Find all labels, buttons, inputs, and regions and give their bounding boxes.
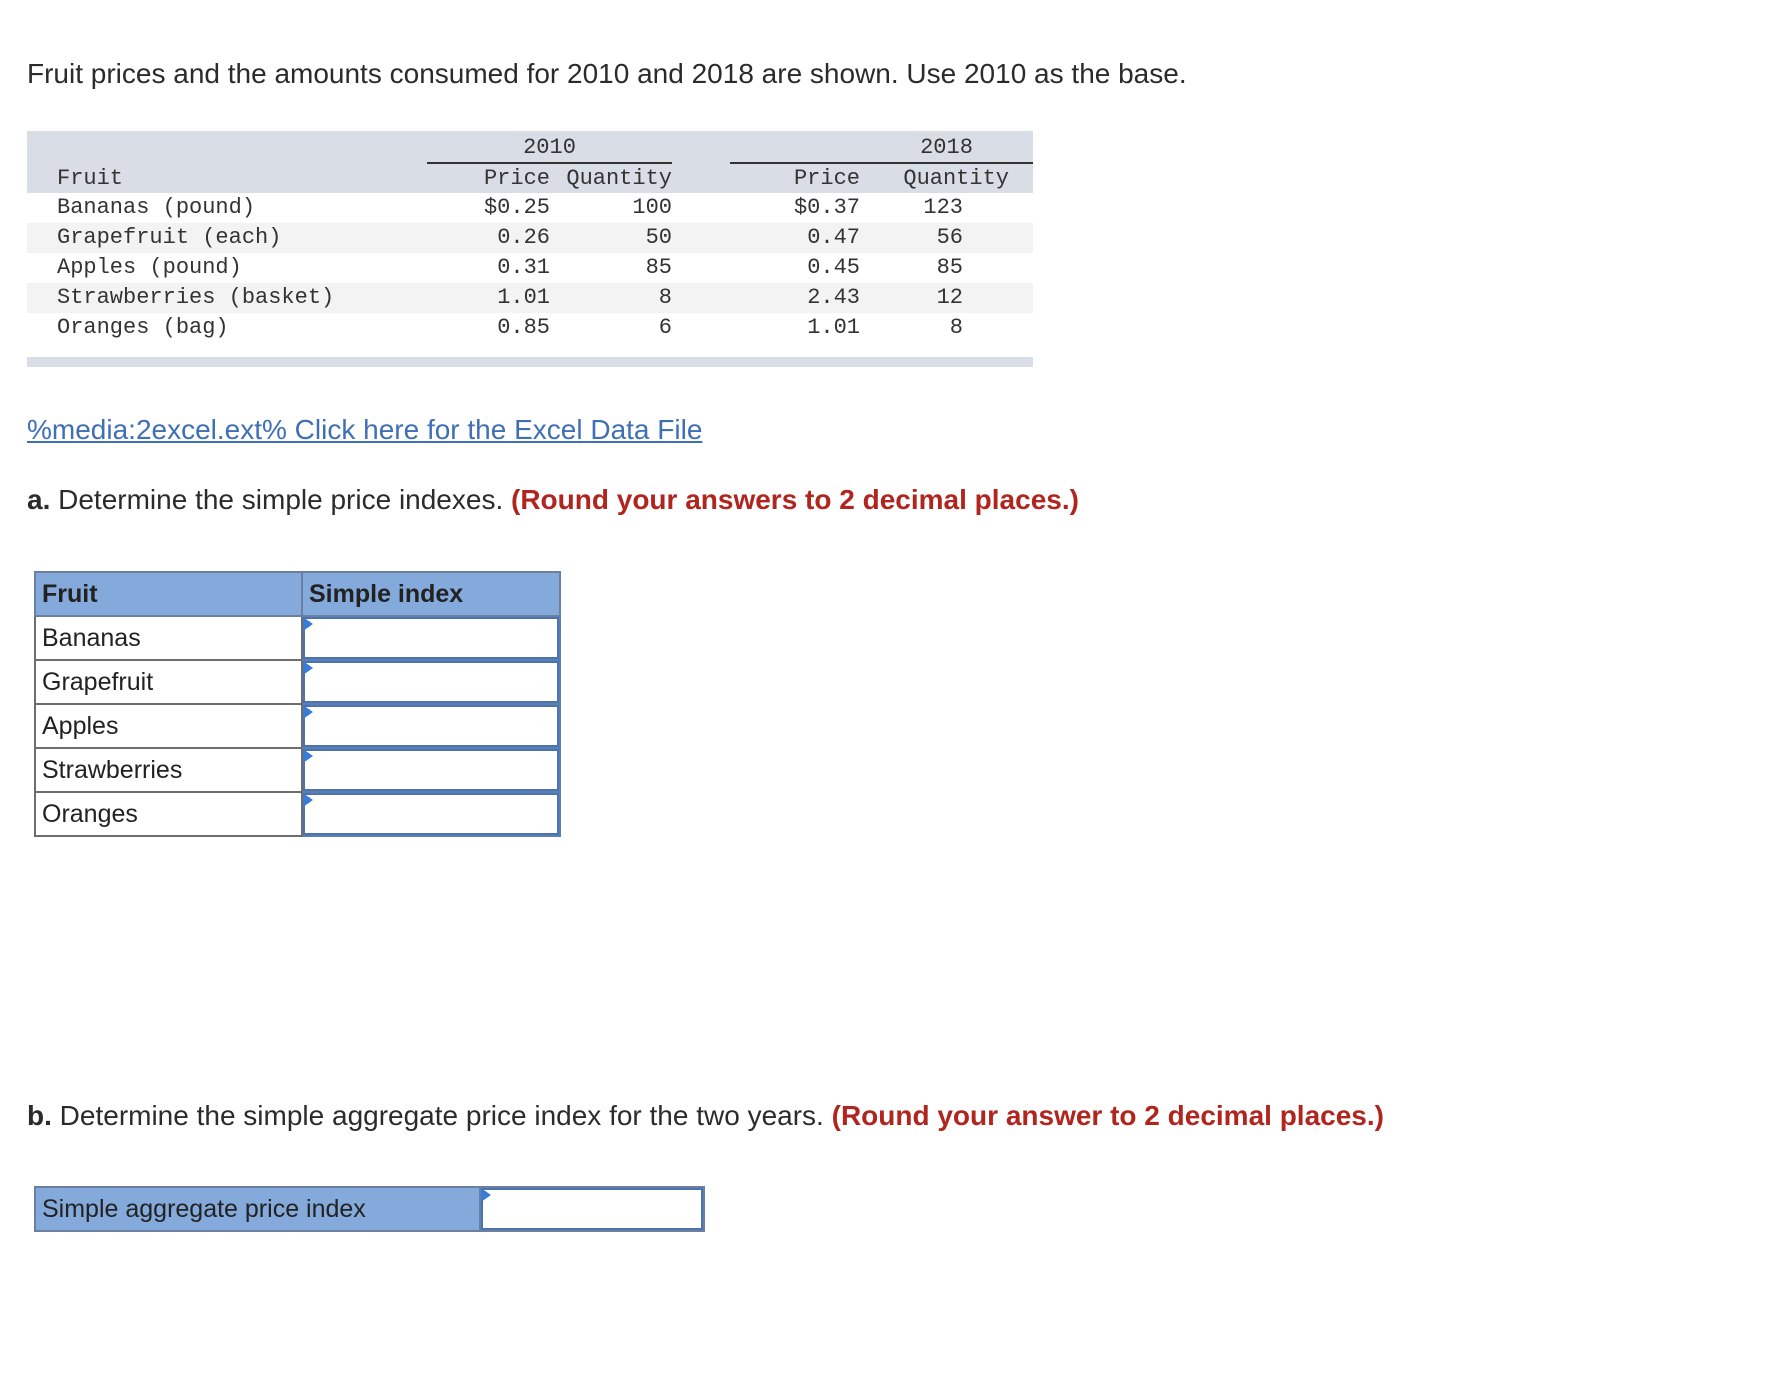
data-row <box>27 283 1033 313</box>
simple-index-input-oranges[interactable] <box>303 793 559 835</box>
price-2010-cell: 0.26 <box>427 223 550 253</box>
col-header-fruit: Fruit <box>27 164 427 193</box>
rounding-hint-b: (Round your answer to 2 decimal places.) <box>831 1100 1384 1131</box>
aggregate-index-cell <box>480 1187 704 1231</box>
answer-row <box>35 792 560 836</box>
price-2010-cell: 1.01 <box>427 283 550 313</box>
answer-flag-icon <box>303 705 313 719</box>
answer-flag-icon <box>481 1188 491 1202</box>
qty-2010-cell: 6 <box>550 313 672 343</box>
fruit-name-cell: Grapefruit (each) <box>27 223 427 253</box>
fruit-data-table <box>27 131 1033 367</box>
answer-row <box>35 748 560 792</box>
price-2010-cell: $0.25 <box>483 195 550 220</box>
qty-2010-cell: 100 <box>632 195 672 220</box>
answer-fruit-label: Apples <box>35 704 302 748</box>
question-b: b. Determine the simple aggregate price index for the two years. (Round your answer to 2 decimal places.) <box>27 1100 1384 1131</box>
excel-data-file-link[interactable]: %media:2excel.ext% Click here for the Excel Data File <box>27 414 703 445</box>
price-2018-cell: 2.43 <box>672 283 860 313</box>
ans-header-simple-index: Simple index <box>302 572 560 616</box>
qty-2010-cell: 85 <box>645 255 672 280</box>
problem-intro: Fruit prices and the amounts consumed for 2010 and 2018 are shown. Use 2010 as the base. <box>27 58 1187 89</box>
fruit-name-cell: Bananas (pound) <box>57 195 256 220</box>
question-a: a. Determine the simple price indexes. (Round your answers to 2 decimal places.) <box>27 484 1079 515</box>
ans-header-fruit: Fruit <box>35 572 302 616</box>
data-row <box>27 193 1033 223</box>
answer-row <box>35 704 560 748</box>
price-2018-cell: 0.47 <box>672 223 860 253</box>
aggregate-index-table <box>34 1186 705 1232</box>
fruit-name-cell: Strawberries (basket) <box>27 283 427 313</box>
answer-flag-icon <box>303 661 313 675</box>
answer-flag-icon <box>303 617 313 631</box>
qty-2010-cell: 8 <box>550 283 672 313</box>
simple-index-input-apples[interactable] <box>303 705 559 747</box>
answer-flag-icon <box>303 793 313 807</box>
col-header-qty-2018: Quantity <box>860 164 1033 193</box>
simple-index-input-bananas[interactable] <box>303 617 559 659</box>
answer-input-cell <box>302 748 560 792</box>
price-2018-cell: $0.37 <box>793 195 860 220</box>
data-row <box>27 313 1033 343</box>
simple-index-input-strawberries[interactable] <box>303 749 559 791</box>
rounding-hint-a: (Round your answers to 2 decimal places.) <box>511 484 1079 515</box>
fruit-name-cell: Oranges (bag) <box>27 313 427 343</box>
table-bottom-bar <box>27 357 1033 367</box>
price-2010-cell: 0.85 <box>427 313 550 343</box>
qty-2018-cell: 123 <box>923 195 963 220</box>
data-row <box>27 223 1033 253</box>
qty-2018-cell: 8 <box>860 313 1033 343</box>
price-2010-cell: 0.31 <box>497 255 550 280</box>
price-2018-cell: 1.01 <box>672 313 860 343</box>
simple-index-table <box>34 571 561 837</box>
aggregate-index-label: Simple aggregate price index <box>35 1187 480 1231</box>
answer-fruit-label: Grapefruit <box>35 660 302 704</box>
fruit-name-cell: Apples (pound) <box>57 255 242 280</box>
year-2018-header: 2018 <box>860 131 1033 164</box>
simple-index-input-grapefruit[interactable] <box>303 661 559 703</box>
answer-fruit-label: Bananas <box>35 616 302 660</box>
data-row <box>27 253 1033 283</box>
answer-input-cell <box>302 704 560 748</box>
answer-input-cell <box>302 792 560 836</box>
answer-row <box>35 660 560 704</box>
answer-fruit-label: Oranges <box>35 792 302 836</box>
answer-flag-icon <box>303 749 313 763</box>
year-2010-header: 2010 <box>427 131 672 164</box>
qty-2018-cell: 12 <box>860 283 1033 313</box>
col-header-price-2018: Price <box>672 164 860 193</box>
qty-2010-cell: 50 <box>550 223 672 253</box>
answer-input-cell <box>302 660 560 704</box>
answer-row <box>35 616 560 660</box>
aggregate-index-input[interactable] <box>481 1188 703 1230</box>
price-2018-cell: 0.45 <box>807 255 860 280</box>
qty-2018-cell: 56 <box>860 223 1033 253</box>
answer-fruit-label: Strawberries <box>35 748 302 792</box>
qty-2018-cell: 85 <box>936 255 963 280</box>
col-header-qty-2010: Quantity <box>550 164 672 193</box>
col-header-price-2010: Price <box>427 164 550 193</box>
answer-input-cell <box>302 616 560 660</box>
